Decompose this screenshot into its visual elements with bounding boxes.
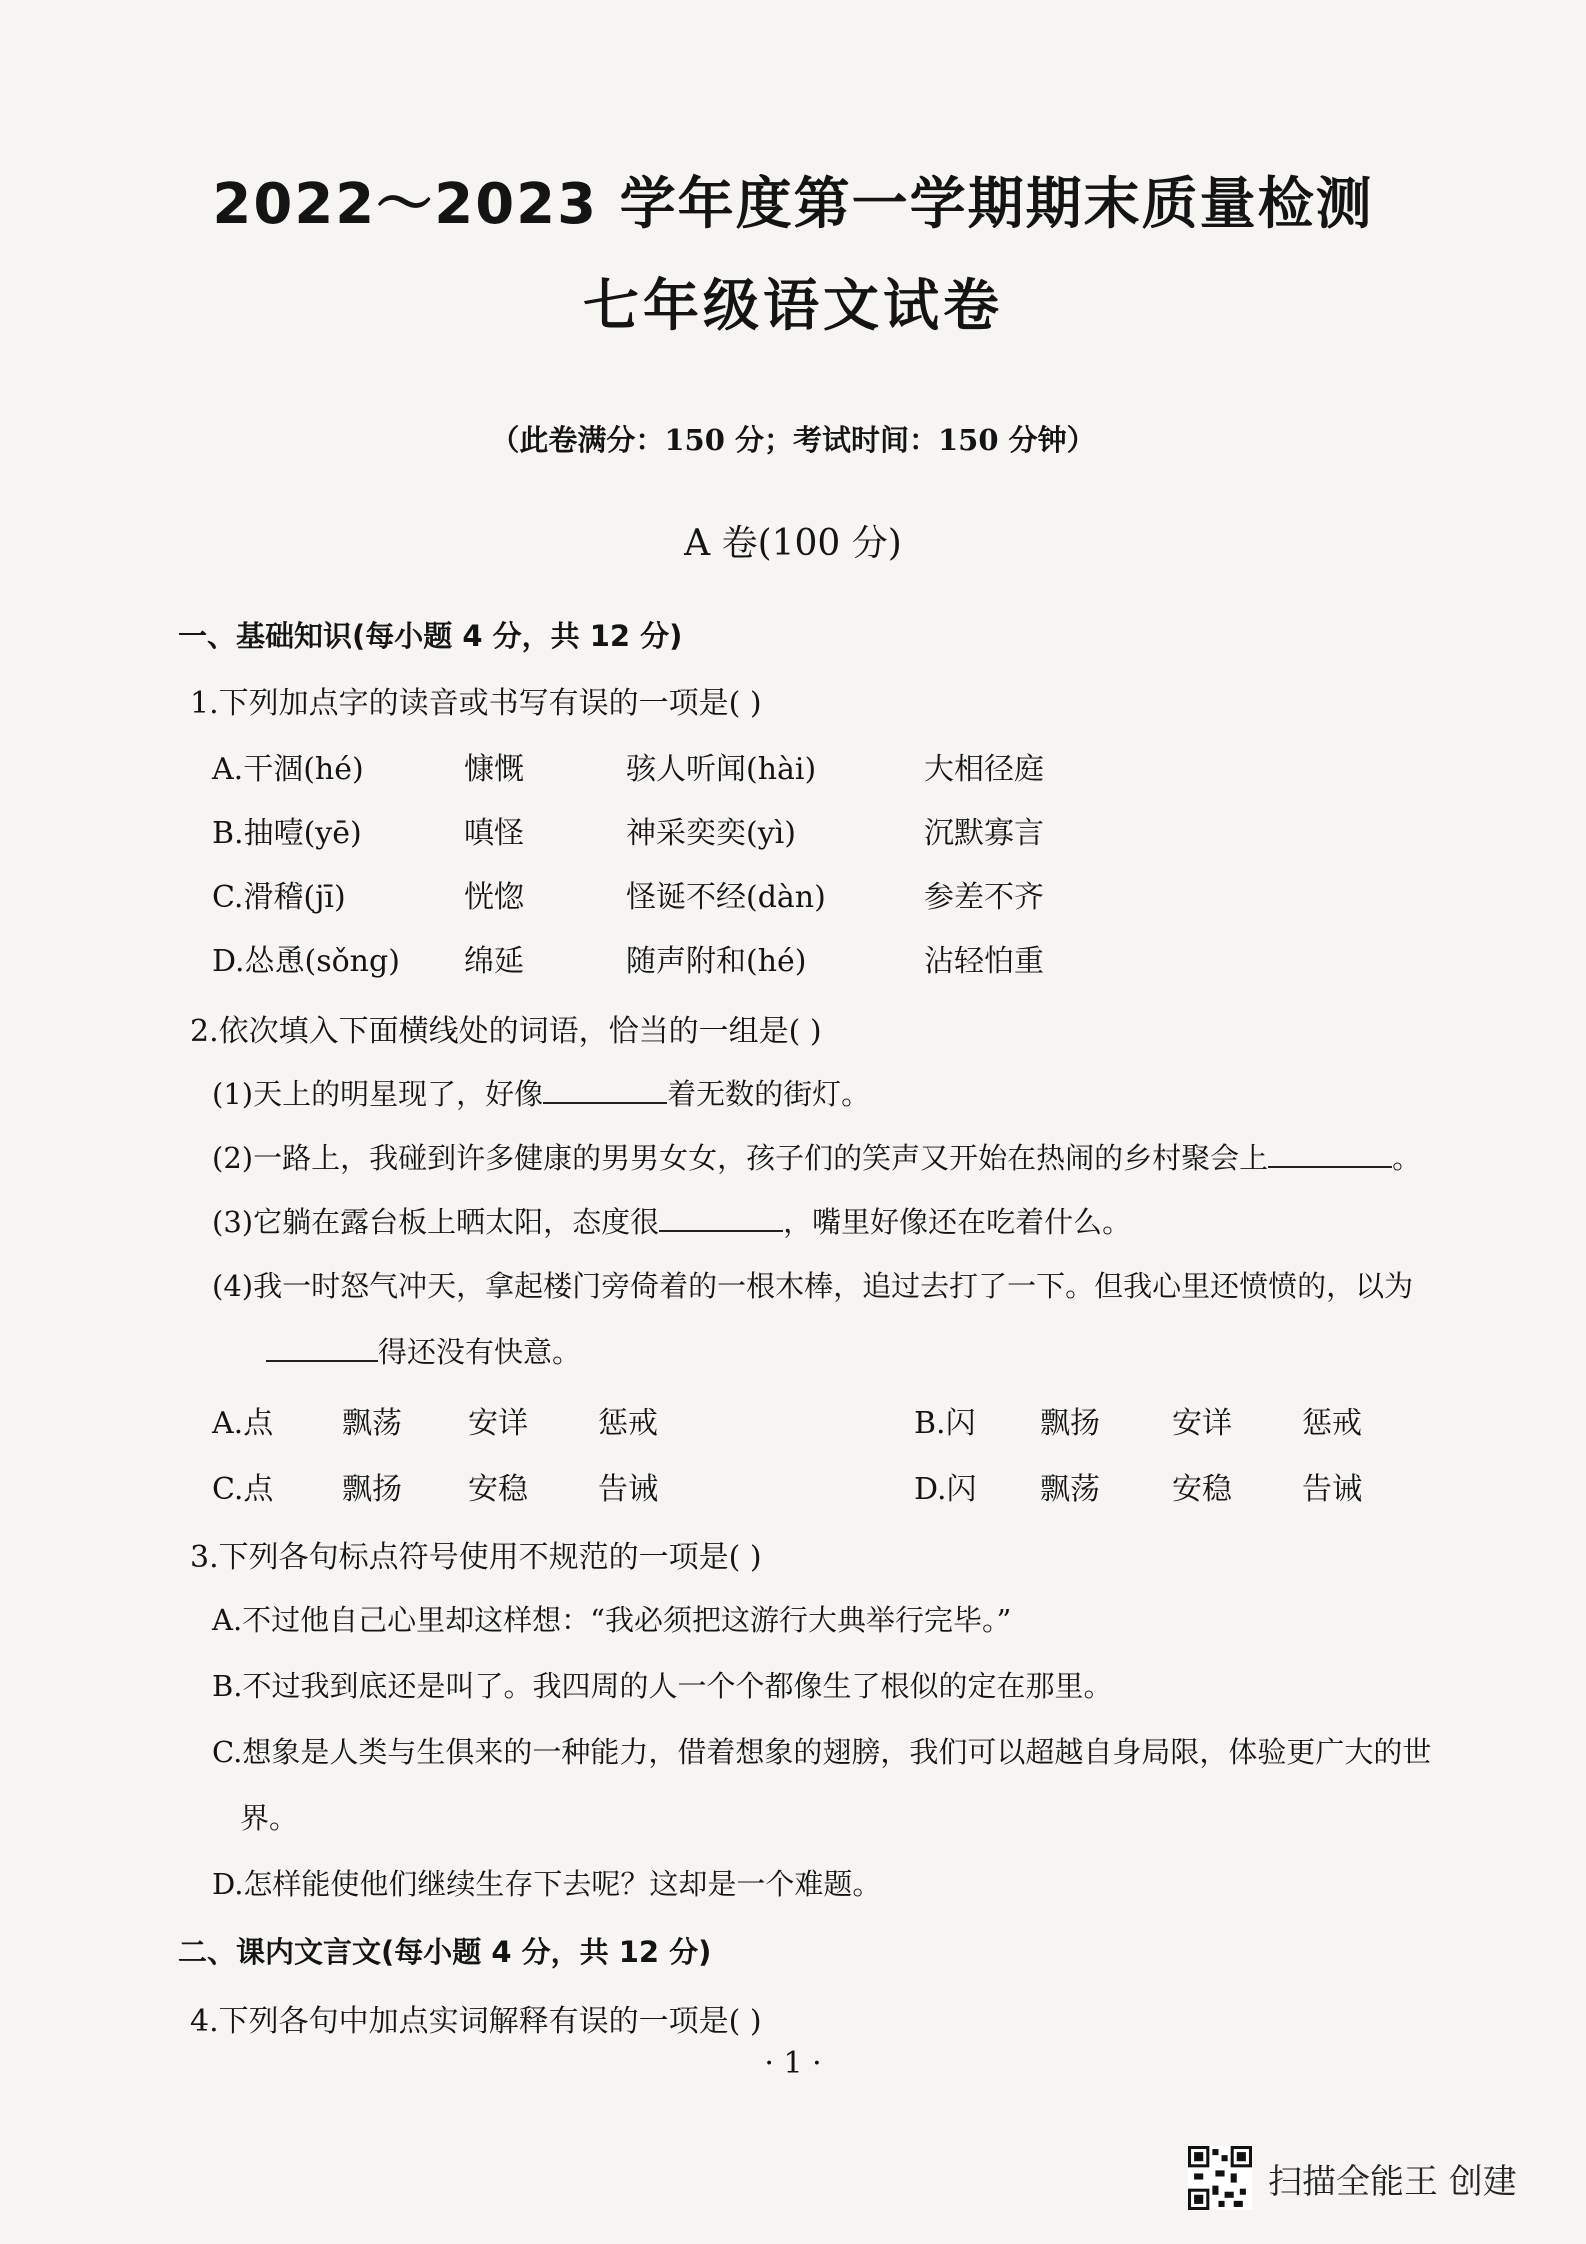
question-1-stem: 1.下列加点字的读音或书写有误的一项是( ) — [190, 686, 762, 721]
q2-option-c-3: 安稳 — [468, 1472, 528, 1507]
volume-label: A 卷(100 分) — [684, 523, 902, 564]
q1-option-d-4: 沾轻怕重 — [924, 944, 1044, 979]
q2-s3-pre: (3)它躺在露台板上晒太阳，态度很 — [212, 1205, 660, 1239]
q2-option-b-1: B.闪 — [914, 1406, 976, 1441]
q2-option-b-3: 安详 — [1172, 1406, 1232, 1441]
q2-blank-3[interactable] — [659, 1201, 783, 1232]
q2-option-d-2: 飘荡 — [1040, 1472, 1100, 1507]
q2-option-a-4: 惩戒 — [598, 1406, 658, 1441]
q1-option-d-3: 随声附和(hé) — [626, 944, 807, 979]
q3-option-c: C.想象是人类与生俱来的一种能力，借着想象的翅膀，我们可以超越自身局限，体验更广大的世 — [212, 1735, 1432, 1769]
q3-option-a: A.不过他自己心里却这样想：“我必须把这游行大典举行完毕。” — [212, 1603, 1012, 1637]
q2-blank-2[interactable] — [1268, 1137, 1392, 1168]
q2-option-b-2: 飘扬 — [1040, 1406, 1100, 1441]
q2-option-a-1: A.点 — [212, 1406, 274, 1441]
q3-option-d: D.怎样能使他们继续生存下去呢？这却是一个难题。 — [212, 1867, 882, 1901]
question-2-stem-text: 2.依次填入下面横线处的词语，恰当的一组是( ) — [190, 1014, 822, 1049]
q1-option-c-4: 参差不齐 — [924, 880, 1044, 915]
qr-code-icon — [1188, 2146, 1252, 2210]
page-number: · 1 · — [764, 2046, 822, 2081]
q2-option-b-4: 惩戒 — [1302, 1406, 1362, 1441]
exam-title: 2022～2023 学年度第一学期期末质量检测 — [212, 172, 1374, 237]
q2-s4-post: 得还没有快意。 — [378, 1335, 582, 1369]
q2-s1-post: 着无数的街灯。 — [667, 1077, 871, 1111]
q1-option-c-3: 怪诞不经(dàn) — [626, 880, 826, 915]
question-4-stem: 4.下列各句中加点实词解释有误的一项是( ) — [190, 2004, 762, 2039]
q2-option-a-3: 安详 — [468, 1406, 528, 1441]
q2-sentence-4: (4)我一时怒气冲天，拿起楼门旁倚着的一根木棒，追过去打了一下。但我心里还愤愤的，以为 — [212, 1269, 1414, 1303]
q2-s2-post: 。 — [1392, 1141, 1422, 1175]
q2-blank-1[interactable] — [543, 1073, 667, 1104]
q1-option-c-1: C.滑稽(jī) — [212, 880, 346, 915]
q3-option-c-cont: 界。 — [240, 1801, 299, 1835]
q3-option-b: B.不过我到底还是叫了。我四周的人一个个都像生了根似的定在那里。 — [212, 1669, 1113, 1703]
q2-s2-pre: (2)一路上，我碰到许多健康的男男女女，孩子们的笑声又开始在热闹的乡村聚会上 — [212, 1141, 1269, 1175]
section-heading-2: 二、课内文言文(每小题 4 分，共 12 分) — [178, 1935, 712, 1969]
q1-option-c-2: 恍惚 — [464, 880, 524, 915]
q2-sentence-1 — [212, 1072, 870, 1113]
q1-option-d-2: 绵延 — [464, 944, 524, 979]
q2-option-d-3: 安稳 — [1172, 1472, 1232, 1507]
question-3-stem: 3.下列各句标点符号使用不规范的一项是( ) — [190, 1540, 762, 1575]
q1-option-a-3: 骇人听闻(hài) — [626, 752, 817, 787]
exam-subtitle: 七年级语文试卷 — [583, 274, 1003, 339]
q2-option-c-4: 告诫 — [598, 1472, 658, 1507]
q1-option-b-1: B.抽噎(yē) — [212, 816, 362, 851]
q1-option-b-3: 神采奕奕(yì) — [626, 816, 796, 851]
scanner-watermark — [1188, 2148, 1568, 2208]
q1-option-d-1: D.怂恿(sǒng) — [212, 944, 400, 979]
q1-option-a-4: 大相径庭 — [924, 752, 1044, 787]
q2-option-c-1: C.点 — [212, 1472, 274, 1507]
section-heading-1: 一、基础知识(每小题 4 分，共 12 分) — [178, 619, 683, 653]
q1-option-a-1: A.干涸(hé) — [212, 752, 364, 787]
watermark-text: 扫描全能王 创建 — [1268, 2161, 1517, 2202]
q2-sentence-2 — [212, 1136, 1421, 1177]
q2-s3-post: ，嘴里好像还在吃着什么。 — [783, 1205, 1132, 1239]
q2-blank-4[interactable] — [266, 1331, 378, 1362]
q1-option-b-4: 沉默寡言 — [924, 816, 1044, 851]
q2-option-d-4: 告诫 — [1302, 1472, 1362, 1507]
exam-info: （此卷满分：150 分；考试时间：150 分钟） — [490, 423, 1096, 457]
q2-s1-pre: (1)天上的明星现了，好像 — [212, 1077, 544, 1111]
q2-option-c-2: 飘扬 — [342, 1472, 402, 1507]
q1-option-a-2: 慷慨 — [464, 752, 524, 787]
q2-sentence-4-cont — [266, 1330, 581, 1371]
q1-option-b-2: 嗔怪 — [464, 816, 524, 851]
q2-sentence-3 — [212, 1200, 1131, 1241]
q2-option-d-1: D.闪 — [914, 1472, 977, 1507]
q2-option-a-2: 飘荡 — [342, 1406, 402, 1441]
